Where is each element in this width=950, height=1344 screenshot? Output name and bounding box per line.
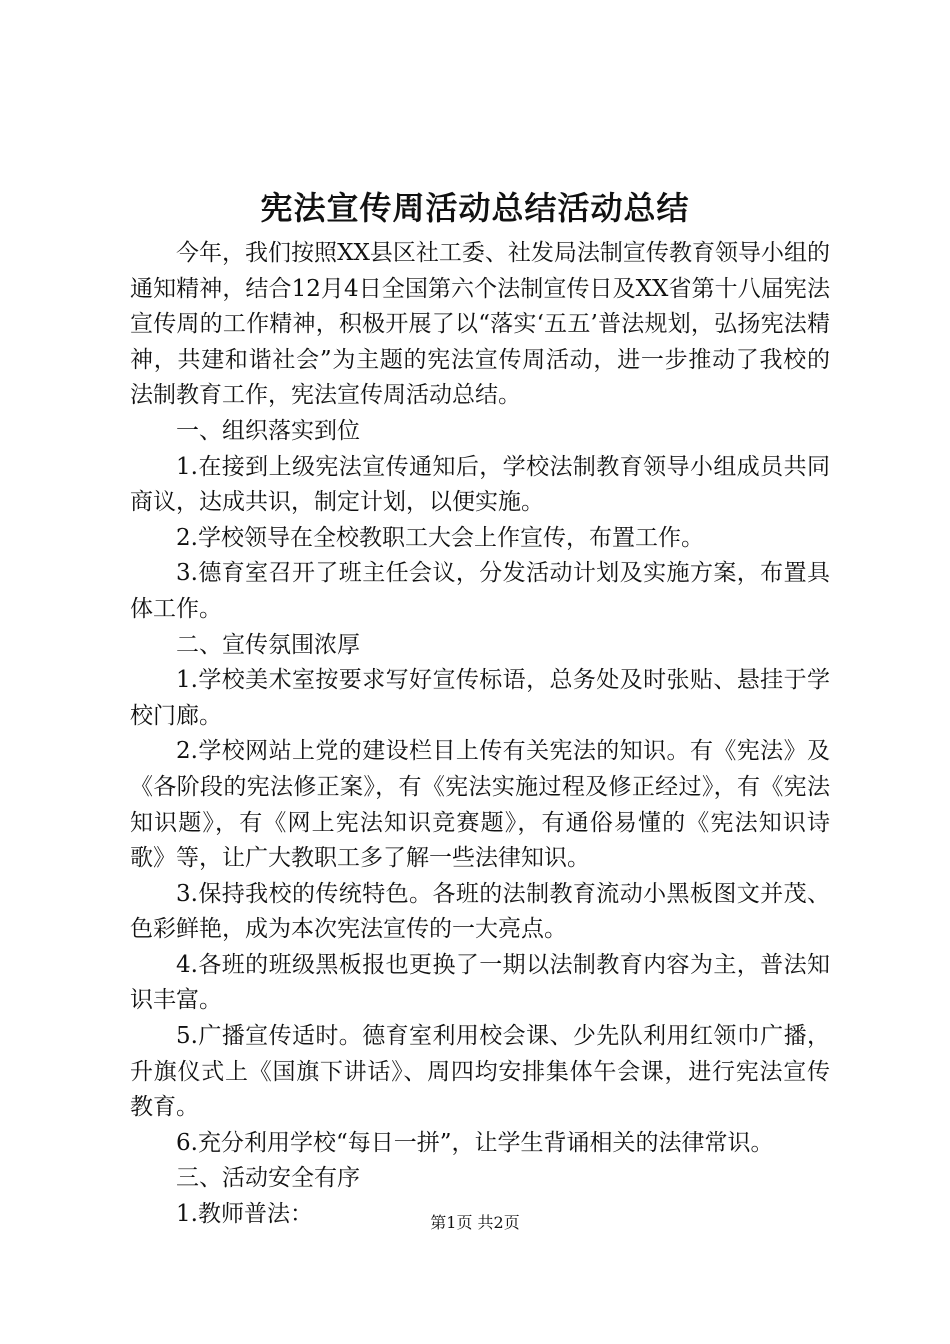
paragraph-1-3: 3.德育室召开了班主任会议，分发活动计划及实施方案，布置具体工作。 (130, 560, 830, 622)
paragraph-1-1: 1.在接到上级宪法宣传通知后，学校法制教育领导小组成员共同商议，达成共识，制定计划，以便实施。 (130, 453, 830, 516)
paragraph-2-2: 2.学校网站上党的建设栏目上传有关宪法的知识。有《宪法》及《各阶段的宪法修正案》，有《宪法实施过程及修正经过》，有《宪法知识题》，有《网上宪法知识竞赛题》，有通俗易懂的《宪法知识诗歌》等，让广大教职工多了解一些法律知识。 (130, 738, 830, 872)
page-number-footer: 第1页 共2页 (430, 1213, 520, 1232)
paragraph-3-1: 1.教师普法： (176, 1201, 313, 1228)
section-heading-1: 一、组织落实到位 (176, 417, 360, 444)
paragraph-2-3: 3.保持我校的传统特色。各班的法制教育流动小黑板图文并茂、色彩鲜艳，成为本次宪法宣传的一大亮点。 (130, 880, 830, 943)
section-heading-2: 二、宣传氛围浓厚 (176, 631, 360, 658)
paragraph-2-4: 4.各班的班级黑板报也更换了一期以法制教育内容为主，普法知识丰富。 (130, 951, 830, 1014)
document-body (130, 236, 830, 1233)
paragraph-1-2: 2.学校领导在全校教职工大会上作宣传，布置工作。 (176, 524, 704, 551)
document-title: 宪法宣传周活动总结活动总结 (260, 189, 690, 227)
paragraph-2-5: 5.广播宣传适时。德育室利用校会课、少先队利用红领巾广播，升旗仪式上《国旗下讲话》、周四均安排集体午会课，进行宪法宣传教育。 (130, 1023, 830, 1121)
section-heading-3: 三、活动安全有序 (176, 1165, 360, 1192)
paragraph-2-6: 6.充分利用学校“每日一拼”，让学生背诵相关的法律常识。 (176, 1129, 774, 1156)
paragraph-intro: 今年，我们按照XX县区社工委、社发局法制宣传教育领导小组的通知精神，结合12月4日全国第六个法制宣传日及XX省第十八届宪法宣传周的工作精神，积极开展了以“落实‘五五’普法规划，弘扬宪法精神，共建和谐社会”为主题的宪法宣传周活动，进一步推动了我校的法制教育工作，宪法宣传周活动总结。 (130, 240, 830, 409)
paragraph-2-1: 1.学校美术室按要求写好宣传标语，总务处及时张贴、悬挂于学校门廊。 (130, 667, 830, 729)
